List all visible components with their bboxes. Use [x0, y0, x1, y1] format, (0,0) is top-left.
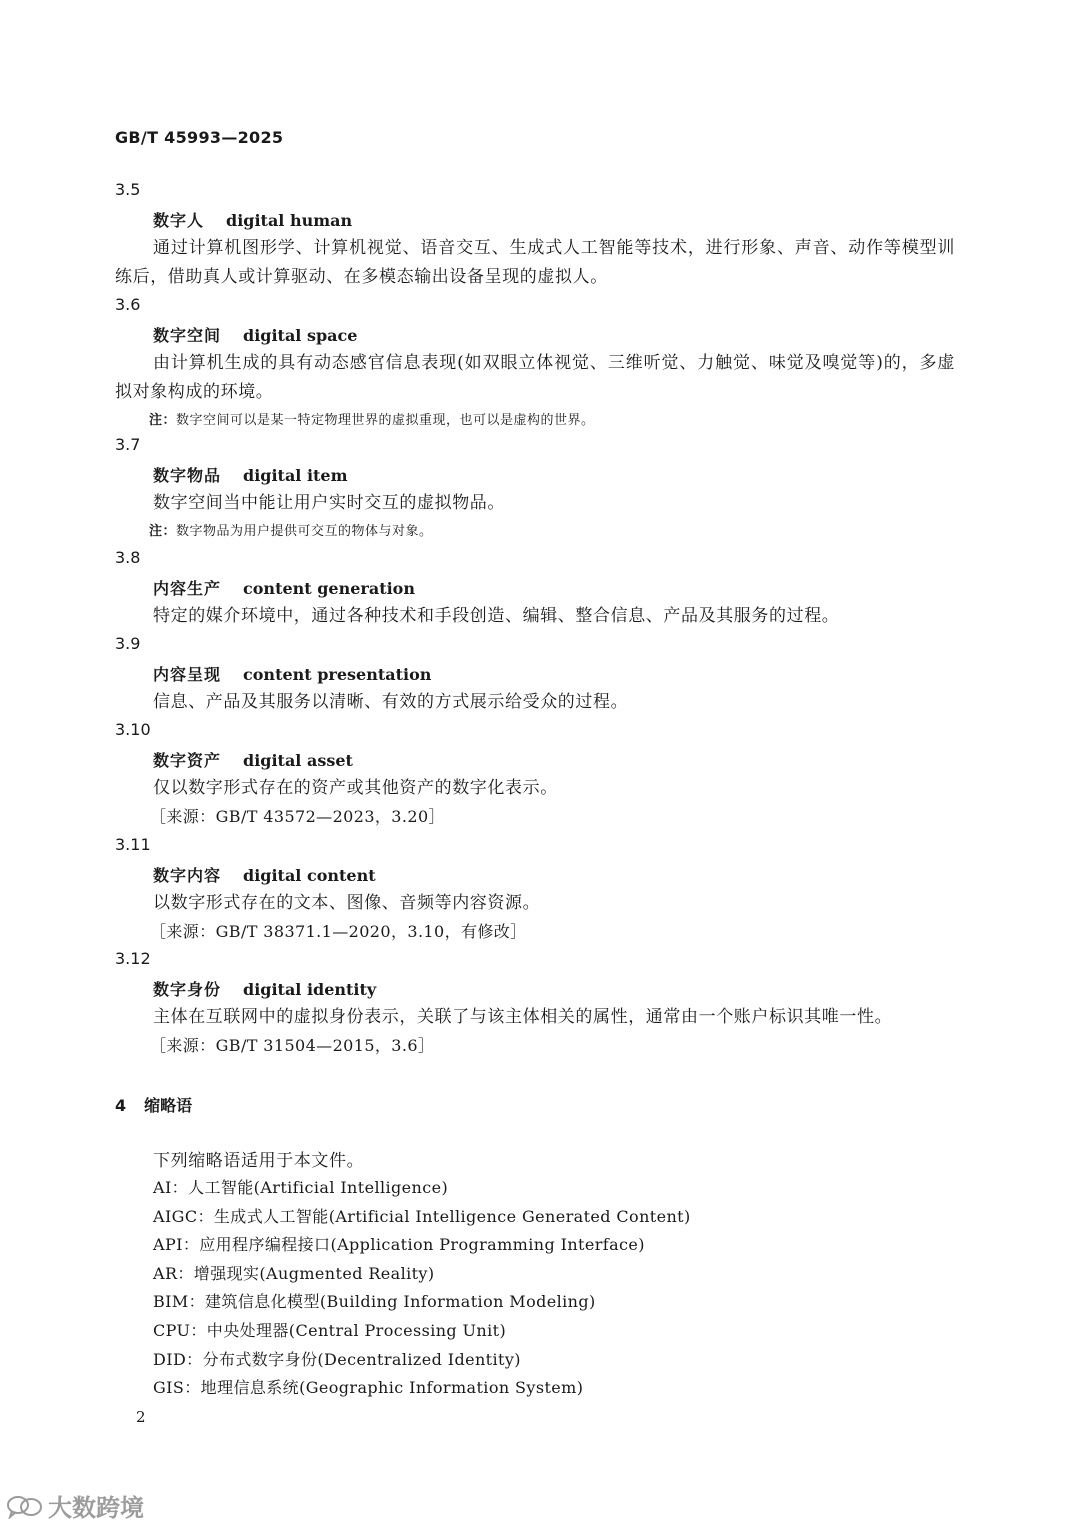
term-chinese: 内容生产 — [153, 579, 222, 598]
abbreviation-item: AI：人工智能(Artificial Intelligence) — [153, 1178, 449, 1197]
term-definition: 以数字形式存在的文本、图像、音频等内容资源。 — [153, 893, 541, 913]
term-number: 3.6 — [115, 295, 141, 314]
term-chinese: 数字内容 — [153, 866, 222, 885]
section-name: 缩略语 — [144, 1096, 193, 1115]
term-number: 3.9 — [115, 634, 141, 653]
term-heading — [153, 748, 353, 771]
term-heading — [153, 208, 352, 231]
watermark-text: 大数跨境 — [48, 1494, 144, 1522]
term-definition: 由计算机生成的具有动态感官信息表现(如双眼立体视觉、三维听觉、力触觉、味觉及嗅觉等)的，多虚拟对象构成的环境。 — [115, 353, 955, 402]
term-chinese: 内容呈现 — [153, 665, 222, 684]
term-definition: 通过计算机图形学、计算机视觉、语音交互、生成式人工智能等技术，进行形象、声音、动作等模型训练后，借助真人或计算驱动、在多模态输出设备呈现的虚拟人。 — [115, 238, 955, 287]
term-number: 3.12 — [115, 949, 151, 968]
document-id: GB/T 45993—2025 — [115, 128, 284, 147]
page-number: 2 — [136, 1408, 146, 1426]
note-text: 数字空间可以是某一特定物理世界的虚拟重现，也可以是虚构的世界。 — [176, 413, 595, 428]
term-english: content presentation — [243, 665, 432, 684]
term-definition: 信息、产品及其服务以清晰、有效的方式展示给受众的过程。 — [153, 692, 629, 712]
term-definition: 主体在互联网中的虚拟身份表示，关联了与该主体相关的属性，通常由一个账户标识其唯一性。 — [153, 1007, 893, 1027]
term-english: digital space — [243, 326, 358, 345]
abbreviation-item: DID：分布式数字身份(Decentralized Identity) — [153, 1349, 521, 1369]
term-number: 3.8 — [115, 548, 141, 567]
term-heading — [153, 662, 431, 685]
term-chinese: 数字物品 — [153, 466, 222, 485]
term-number: 3.10 — [115, 720, 151, 739]
term-chinese: 数字身份 — [153, 980, 222, 999]
abbreviation-item: BIM：建筑信息化模型(Building Information Modeling) — [153, 1292, 596, 1312]
note-label: 注： — [149, 524, 177, 539]
term-definition: 仅以数字形式存在的资产或其他资产的数字化表示。 — [153, 778, 558, 798]
term-source: ［来源：GB/T 43572—2023，3.20］ — [150, 807, 445, 826]
watermark — [6, 1488, 144, 1523]
term-english: content generation — [243, 579, 415, 598]
section-number: 4 — [115, 1096, 127, 1115]
term-heading — [153, 323, 357, 346]
term-note — [149, 409, 595, 428]
term-definition: 数字空间当中能让用户实时交互的虚拟物品。 — [153, 493, 505, 513]
term-english: digital identity — [243, 980, 377, 999]
term-number: 3.5 — [115, 180, 141, 199]
abbreviation-item: API：应用程序编程接口(Application Programming Interface) — [153, 1235, 645, 1255]
term-heading — [153, 977, 376, 1000]
abbreviation-item: AR：增强现实(Augmented Reality) — [153, 1263, 435, 1283]
term-definition: 特定的媒介环境中，通过各种技术和手段创造、编辑、整合信息、产品及其服务的过程。 — [153, 606, 840, 626]
term-chinese: 数字空间 — [153, 326, 222, 345]
term-english: digital human — [226, 211, 353, 230]
term-source: ［来源：GB/T 31504—2015，3.6］ — [150, 1036, 435, 1055]
note-label: 注： — [149, 413, 177, 428]
term-heading — [153, 863, 376, 886]
term-english: digital item — [243, 466, 348, 485]
term-note — [149, 520, 433, 539]
note-text: 数字物品为用户提供可交互的物体与对象。 — [176, 524, 433, 539]
section-4-title — [115, 1093, 192, 1116]
term-english: digital asset — [243, 751, 353, 770]
term-source: ［来源：GB/T 38371.1—2020，3.10，有修改］ — [150, 922, 527, 941]
term-chinese: 数字资产 — [153, 751, 222, 770]
abbreviation-item: AIGC：生成式人工智能(Artificial Intelligence Generated Content) — [153, 1206, 691, 1226]
term-english: digital content — [243, 866, 376, 885]
term-chinese: 数字人 — [153, 211, 205, 230]
term-number: 3.7 — [115, 435, 141, 454]
abbreviation-item: GIS：地理信息系统(Geographic Information System) — [153, 1378, 584, 1398]
term-number: 3.11 — [115, 835, 151, 854]
chat-bubble-logo-icon — [6, 1493, 44, 1519]
section-intro: 下列缩略语适用于本文件。 — [153, 1151, 365, 1171]
term-heading — [153, 463, 348, 486]
abbreviation-item: CPU：中央处理器(Central Processing Unit) — [153, 1321, 507, 1340]
term-heading — [153, 576, 415, 599]
